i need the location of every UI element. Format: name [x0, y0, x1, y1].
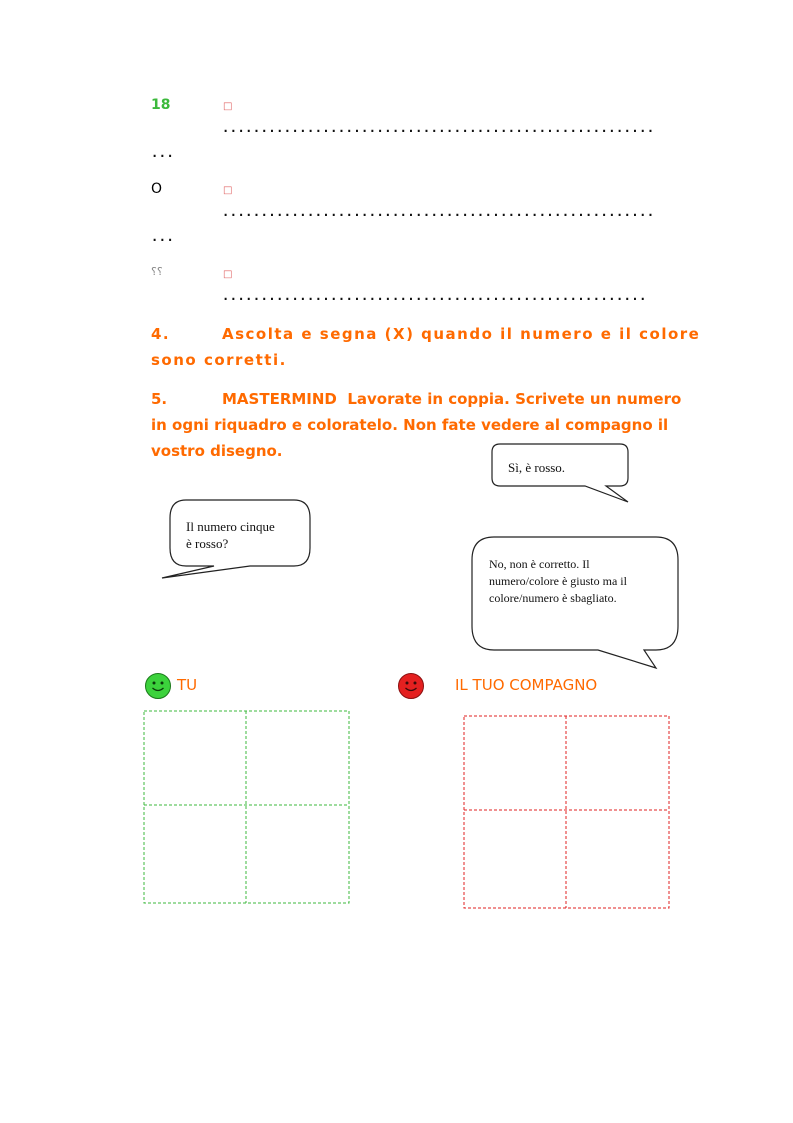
exercise-4-number: 4.	[151, 325, 171, 343]
checkbox-icon[interactable]: □	[223, 185, 233, 196]
exercise-4-text: Ascolta e segna (X) quando il numero e il colore	[222, 325, 701, 343]
answer-line-continuation: ...	[151, 146, 175, 160]
exercise-5-instruction: Lavorate in coppia. Scrivete un numero	[347, 390, 682, 408]
answer-line: ........................................................	[222, 121, 655, 135]
bubble-answer-line1: No, non è corretto. Il	[489, 557, 590, 571]
checkbox-icon[interactable]: □	[223, 101, 233, 112]
exercise-4-text-cont: sono corretti.	[151, 351, 287, 369]
exercise-5-number: 5.	[151, 390, 168, 408]
red-smiley-icon	[397, 672, 425, 700]
bubble-question-line2: è rosso?	[186, 536, 229, 551]
player-partner-label: IL TUO COMPAGNO	[455, 676, 598, 694]
grid-partner[interactable]	[463, 715, 671, 911]
bubble-si-text: Sì, è rosso.	[508, 460, 566, 475]
exercise-5-title: MASTERMIND	[222, 390, 337, 408]
green-smiley-icon	[144, 672, 172, 700]
item-marker-18: 18	[151, 97, 171, 113]
checkbox-icon[interactable]: □	[223, 269, 233, 280]
bubble-question-line1: Il numero cinque	[186, 519, 275, 534]
exercise-5-line3: vostro disegno.	[151, 442, 283, 460]
speech-bubble-question	[162, 500, 310, 578]
grid-you[interactable]	[143, 710, 351, 906]
bubble-answer-line2: numero/colore è giusto ma il	[489, 574, 627, 588]
item-marker-glyph: ⸮⸮	[151, 265, 163, 278]
exercise-5-line2: in ogni riquadro e coloratelo. Non fate vedere al compagno il	[151, 416, 669, 434]
player-you-label: TU	[177, 676, 198, 694]
answer-line-continuation: ...	[151, 230, 175, 244]
item-marker-o: O	[151, 181, 163, 197]
answer-line: .......................................................	[222, 289, 647, 303]
answer-line: ........................................................	[222, 205, 655, 219]
bubble-answer-line3: colore/numero è sbagliato.	[489, 591, 617, 605]
